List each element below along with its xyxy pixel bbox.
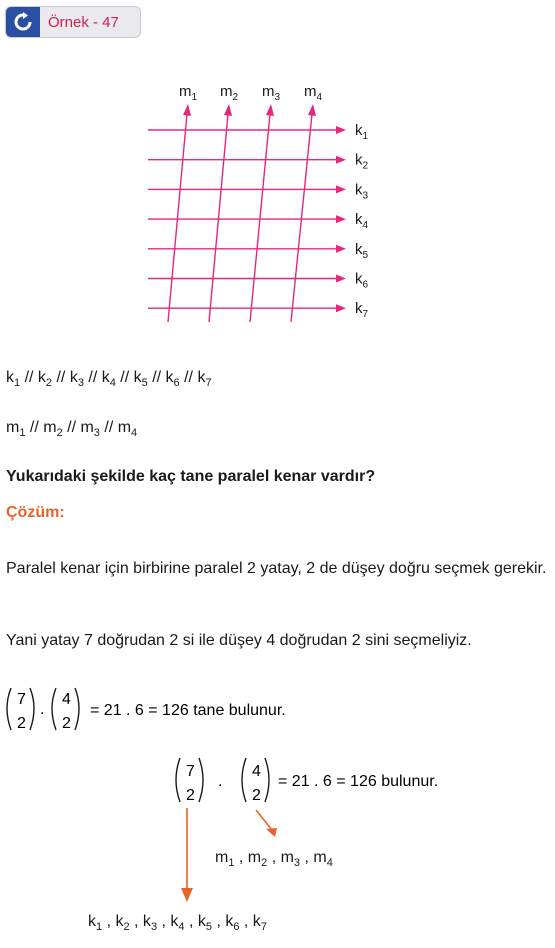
c2-bottom: 2 (62, 715, 71, 732)
label-k1: $k_1$ (355, 122, 369, 142)
formula2-result: = 21 . 6 = 126 bulunur. (278, 773, 439, 790)
c1-top: 7 (17, 691, 26, 708)
paragraph-2: Yani yatay 7 doğrudan 2 si ile düşey 4 doğrudan 2 sini seçmeliyiz. (6, 632, 472, 649)
c2-top: 4 (252, 763, 261, 780)
m-list-text: $m_1$ , $m_2$ , $m_3$ , $m_4$ (215, 849, 333, 870)
c1-top: 7 (186, 763, 195, 780)
diagonal-arrow-head (266, 828, 277, 837)
horizontal-line-k1 (148, 126, 346, 134)
combination-formula-1 (0, 680, 555, 740)
vertical-line-m4 (291, 104, 316, 322)
c2-bottom: 2 (252, 787, 261, 804)
c1-bottom: 2 (186, 787, 195, 804)
label-m3: $m_3$ (262, 83, 281, 103)
label-k7: $k_7$ (355, 300, 369, 321)
c1-bottom: 2 (17, 715, 26, 732)
label-m4: $m_4$ (304, 83, 323, 103)
vertical-line-m1 (168, 104, 191, 322)
label-m1: $m_1$ (179, 83, 198, 103)
label-k4: $k_4$ (355, 211, 369, 232)
diagonal-arrow-line (256, 810, 272, 830)
c2-top: 4 (62, 691, 71, 708)
horizontal-line-k2 (148, 156, 346, 164)
question-text: Yukarıdaki şekilde kaç tane paralel kenar vardır? (6, 468, 376, 485)
horizontal-line-k6 (148, 275, 346, 283)
example-title: Örnek - 47 (48, 14, 119, 31)
label-k6: $k_6$ (355, 270, 369, 291)
solution-label: Çözüm: (6, 504, 65, 521)
horizontal-line-k7 (148, 304, 346, 312)
formula1-result: = 21 . 6 = 126 tane bulunur. (90, 702, 286, 719)
m-parallel-statement (6, 418, 137, 443)
label-m2: $m_2$ (220, 83, 239, 103)
vertical-line-labels (179, 83, 323, 103)
label-k3: $k_3$ (355, 181, 369, 202)
parallel-lines-figure (0, 0, 555, 340)
label-k2: $k_2$ (355, 151, 369, 172)
k-list (88, 912, 267, 937)
vertical-line-m2 (209, 104, 232, 322)
vertical-line-m3 (250, 104, 274, 322)
label-k5: $k_5$ (355, 240, 369, 261)
m-list (215, 848, 333, 873)
k-list-text: $k_1$ , $k_2$ , $k_3$ , $k_4$ , $k_5$ , $k_6$ , $k_7$ (88, 913, 267, 934)
k-parallel-statement (6, 368, 212, 393)
paragraph-1: Paralel kenar için birbirine paralel 2 yatay, 2 de düşey doğru seçmek gerekir. (6, 560, 547, 577)
k-parallel-text: $k_1 // k_2 // k_3 // k_4 // k_5 // k_6 // k_7$ (6, 369, 212, 390)
dot-operator: . (218, 773, 223, 790)
dot-operator: . (40, 701, 45, 718)
horizontal-line-labels (355, 122, 369, 320)
horizontal-line-k3 (148, 185, 346, 193)
m-parallel-text: $m_1 // m_2 // m_3 // m_4$ (6, 419, 138, 440)
horizontal-line-k5 (148, 245, 346, 253)
down-arrow-head (181, 888, 193, 902)
vertical-lines (168, 104, 316, 322)
